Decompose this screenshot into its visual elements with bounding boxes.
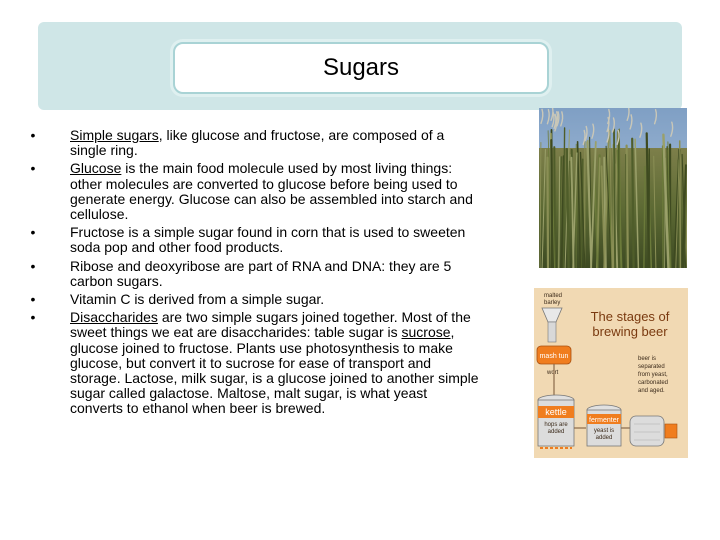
grass-stalk [548,158,549,268]
bullet-text: , glucose joined to fructose. Plants use photosynthesis to make glucose, but convert it to sucrose for ease of transport and storage. Lactose, milk sugar, is a glucose joined to another simple sugar called galactose. Maltose, malt sugar, is what yeast converts to ethanol when beer is brewed. [70,324,479,417]
underlined-term: Simple sugars [70,127,159,143]
bullet-item [28,259,480,289]
beer-glass-icon [665,424,677,438]
grass-stalk [614,129,615,268]
label-beer-3: from yeast, [638,372,668,378]
grass-stalk [551,140,552,268]
bullet-dot: • [30,160,36,177]
bullet-dot: • [30,224,36,241]
label-beer-4: carbonated [638,380,669,386]
bullet-dot: • [30,257,36,274]
label-wort: wort [547,370,559,376]
grass-stalk [632,139,633,268]
bullet-item [28,225,480,255]
label-mash-tun: mash tun [539,353,569,360]
bullet-text: , like glucose and fructose, are composed of a single ring. [70,127,445,159]
bullet-item [28,310,480,416]
bullet-item [28,292,480,307]
conditioning-tank-icon [630,416,664,446]
label-beer-2: separated [638,364,665,370]
underlined-term: sucrose [401,324,451,341]
bullet-list [28,128,480,420]
bullet-item [28,161,480,222]
diagram-title-line2: brewing beer [592,324,668,339]
bullet-text: Ribose and deoxyribose are part of RNA and DNA: they are 5 carbon sugars. [70,257,452,289]
bullet-dot: • [30,309,36,326]
brewing-beer-diagram [534,288,688,458]
label-hops-2: added [547,429,565,435]
bullet-dot: • [30,291,36,308]
grass-stalk [627,146,628,268]
bullet-text: are two simple sugars joined together. Most of the sweet things we eat are disaccharides: table sugar is [70,309,471,341]
label-malted: malted [544,293,563,299]
diagram-title-line1: The stages of [590,309,670,324]
bullet-text: Fructose is a simple sugar found in corn that is used to sweeten soda pop and other food products. [70,224,466,256]
underlined-term: Disaccharides [70,309,158,326]
bullet-dot: • [30,127,36,143]
bullet-text: is the main food molecule used by most living things: other molecules are converted to glucose before being used to generate energy. Glucose can also be assembled into starch and cellulose. [70,160,473,223]
label-hops-1: hops are [544,422,568,428]
label-barley: barley [544,300,561,306]
label-beer-5: and aged. [638,388,665,394]
label-fermenter: fermenter [589,417,619,424]
label-yeast-2: added [595,435,613,441]
label-yeast-1: yeast is [593,428,615,434]
underlined-term: Glucose [70,160,122,177]
label-kettle: kettle [545,407,567,417]
bullet-item [28,128,480,158]
slide-title: Sugars [322,54,400,81]
label-beer-1: beer is [638,356,657,362]
grass-stalk [663,146,664,268]
chute-icon [548,322,556,342]
bullet-text: Vitamin C is derived from a simple sugar. [70,291,325,308]
sugarcane-photo [539,108,687,268]
